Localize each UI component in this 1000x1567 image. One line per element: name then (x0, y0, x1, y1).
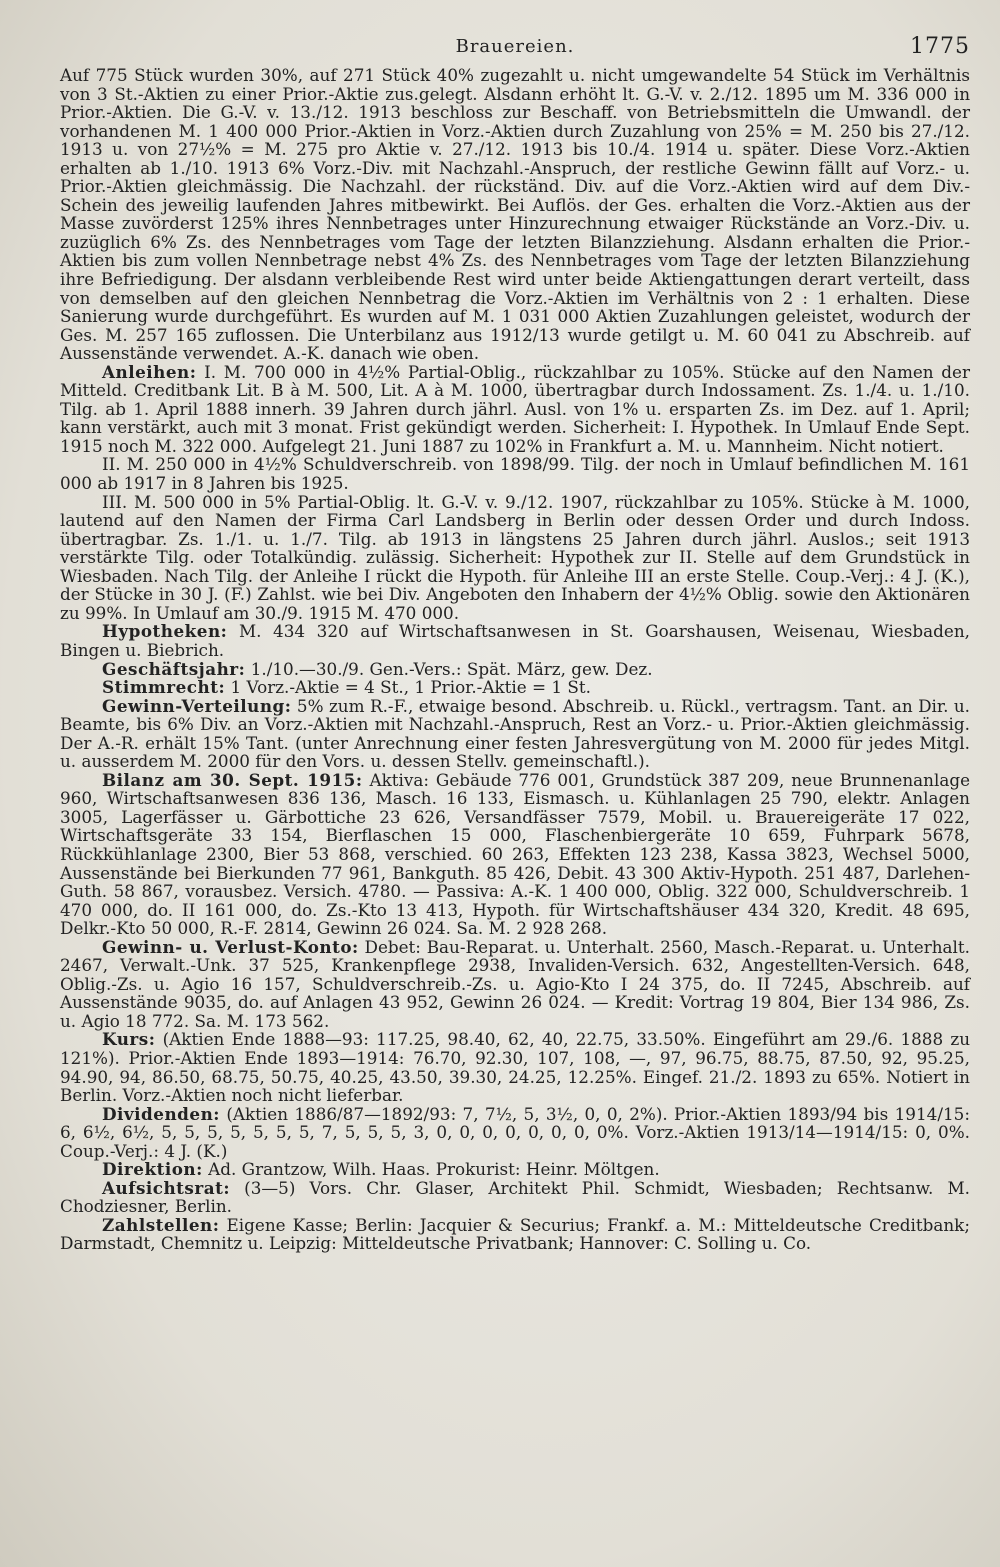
paragraph-text: I. M. 700 000 in 4½% Partial-Oblig., rückzahlbar zu 105%. Stücke auf den Namen der Mitteld. Creditbank Lit. B à M. 500, Lit. A à M. 1000, übertragbar durch Indossament. Zs. 1./4. u. 1./10. Tilg. ab 1. April 1888 innerh. 39 Jahren durch jährl. Ausl. von 1% u. ersparten Zs. im Dez. auf 1. April; kann verstärkt, auch mit 3 monat. Frist gekündigt werden. Sicherheit: I. Hypothek. In Umlauf Ende Sept. 1915 noch M. 322 000. Aufgelegt 21. Juni 1887 zu 102% in Frankfurt a. M. u. Mannheim. Nicht notiert. (60, 361, 970, 456)
paragraph-text: Ad. Grantzow, Wilh. Haas. Prokurist: Heinr. Möltgen. (208, 1159, 660, 1180)
paragraph-text: II. M. 250 000 in 4½% Schuldverschreib. von 1898/99. Tilg. der noch in Umlauf befindlichen M. 161 000 ab 1917 in 8 Jahren bis 1925. (60, 454, 970, 494)
paragraph-text: III. M. 500 000 in 5% Partial-Oblig. lt. G.-V. v. 9./12. 1907, rückzahlbar zu 105%. Stücke à M. 1000, lautend auf den Namen der Firma Carl Landsberg in Berlin oder dessen Order und durch Indoss. übertragbar. Zs. 1./1. u. 1./7. Tilg. ab 1913 in längstens 25 Jahren durch jährl. Auslos.; seit 1913 verstärkte Tilg. oder Totalkündig. zulässig. Sicherheit: Hypothek zur II. Stelle auf dem Grundstück in Wiesbaden. Nach Tilg. der Anleihe I rückt die Hypoth. für Anleihe III an erste Stelle. Coup.-Verj.: 4 J. (K.), der Stücke in 30 J. (F.) Zahlst. wie bei Div. Angeboten den Inhabern der 4½% Oblig. sowie den Aktionären zu 99%. In Umlauf am 30./9. 1915 M. 470 000. (60, 491, 970, 623)
paragraph-text: Eigene Kasse; Berlin: Jacquier & Securius; Frankf. a. M.: Mitteldeutsche Creditbank; Darmstadt, Chemnitz u. Leipzig: Mitteldeutsche Privatbank; Hannover: C. Solling u. Co. (60, 1214, 970, 1254)
paragraph-share-history (60, 66, 970, 363)
paragraph-anleihen (60, 363, 970, 456)
paragraph-gewinn-verlust-konto (60, 938, 970, 1031)
paragraph-anleihe-ii (60, 455, 970, 492)
paragraph-stimmrecht (60, 678, 970, 697)
paragraph-label: Bilanz am 30. Sept. 1915: (102, 769, 363, 790)
page-number: 1775 (910, 34, 970, 59)
running-title: Brauereien. (455, 36, 575, 57)
paragraph-kurs (60, 1030, 970, 1104)
paragraph-bilanz (60, 771, 970, 938)
paragraph-text: 1./10.—30./9. Gen.-Vers.: Spät. März, gew. Dez. (250, 658, 653, 679)
paragraph-text: 1 Vorz.-Aktie = 4 St., 1 Prior.-Aktie = 1 St. (230, 677, 591, 698)
paragraph-label: Stimmrecht: (102, 677, 226, 698)
paragraph-label: Zahlstellen: (102, 1214, 220, 1235)
paragraph-text: (Aktien 1886/87—1892/93: 7, 7½, 5, 3½, 0, 0, 2%). Prior.-Aktien 1893/94 bis 1914/15: 6, 6½, 6½, 5, 5, 5, 5, 5, 5, 5, 7, 5, 5, 5, 3, 0, 0, 0, 0, 0, 0, 0, 0%. Vorz.-Aktien 1913/14—1914/15: 0, 0%. Coup.-Verj.: 4 J. (K.) (60, 1103, 970, 1161)
paragraph-aufsichtsrat (60, 1179, 970, 1216)
paragraph-direktion (60, 1160, 970, 1179)
paragraph-text: Debet: Bau-Reparat. u. Unterhalt. 2560, Masch.-Reparat. u. Unterhalt. 2467, Verwalt.-Unk. 37 525, Krankenpflege 2938, Invaliden-Versich. 632, Angestellten-Versich. 648, Oblig.-Zs. u. Agio 16 157, Schuldverschreib.-Zs. u. Agio-Kto I 24 375, do. II 7245, Abschreib. auf Aussenstände 9035, do. auf Anlagen 43 952, Gewinn 26 024. — Kredit: Vortrag 19 804, Bier 134 986, Zs. u. Agio 18 772. Sa. M. 173 562. (60, 936, 970, 1031)
paragraph-label: Dividenden: (102, 1103, 220, 1124)
paragraph-label: Aufsichtsrat: (102, 1177, 231, 1198)
paragraph-label: Anleihen: (102, 361, 197, 382)
page-header (60, 32, 970, 66)
paragraph-text: (3—5) Vors. Chr. Glaser, Architekt Phil. Schmidt, Wiesbaden; Rechtsanw. M. Chodziesner, Berlin. (60, 1177, 970, 1217)
paragraph-hypotheken (60, 622, 970, 659)
paragraph-gewinn-verteilung (60, 697, 970, 771)
document-body (60, 66, 970, 1253)
paragraph-anleihe-iii (60, 493, 970, 623)
paragraph-text: Aktiva: Gebäude 776 001, Grundstück 387 209, neue Brunnenanlage 960, Wirtschaftsanwesen 836 136, Masch. 16 133, Eismasch. u. Kühlanlagen 25 790, elektr. Anlagen 3005, Lagerfässer u. Gärbottiche 23 626, Versandfässer 7579, Mobil. u. Brauereigeräte 17 022, Wirtschaftsgeräte 33 154, Bierflaschen 15 000, Flaschenbiergeräte 10 659, Fuhrpark 5678, Rückkühlanlage 2300, Bier 53 868, verschied. 60 263, Effekten 123 238, Kassa 3823, Wechsel 5000, Aussenstände bei Bierkunden 77 961, Bankguth. 85 426, Debit. 43 300 Aktiv-Hypoth. 251 487, Darlehen-Guth. 58 867, vorausbez. Versich. 4780. — Passiva: A.-K. 1 400 000, Oblig. 322 000, Schuldverschreib. 1 470 000, do. II 161 000, do. Zs.-Kto 13 413, Hypoth. für Wirtschaftshäuser 434 320, Kredit. 48 695, Delkr.-Kto 50 000, R.-F. 2814, Gewinn 26 024. Sa. M. 2 928 268. (60, 769, 971, 939)
paragraph-label: Gewinn- u. Verlust-Konto: (102, 936, 359, 957)
paragraph-text: M. 434 320 auf Wirtschaftsanwesen in St. Goarshausen, Weisenau, Wiesbaden, Bingen u. Biebrich. (60, 621, 970, 660)
paragraph-text: (Aktien Ende 1888—93: 117.25, 98.40, 62, 40, 22.75, 33.50%. Eingeführt am 29./6. 1888 zu 121%). Prior.-Aktien Ende 1893—1914: 76.70, 92.30, 107, 108, —, 97, 96.75, 88.75, 87.50, 92, 95.25, 94.90, 94, 86.50, 68.75, 50.75, 40.25, 43.50, 39.30, 24.25, 12.25%. Eingef. 21./2. 1893 zu 65%. Notiert in Berlin. Vorz.-Aktien noch nicht lieferbar. (60, 1029, 971, 1106)
paragraph-text: Auf 775 Stück wurden 30%, auf 271 Stück 40% zugezahlt u. nicht umgewandelte 54 Stück im Verhältnis von 3 St.-Aktien zu einer Prior.-Aktie zus.gelegt. Alsdann erhöht lt. G.-V. v. 2./12. 1895 um M. 336 000 in Prior.-Aktien. Die G.-V. v. 13./12. 1913 beschloss zur Beschaff. von Betriebsmitteln die Umwandl. der vorhandenen M. 1 400 000 Prior.-Aktien in Vorz.-Aktien durch Zuzahlung von 25% = M. 250 bis 27./12. 1913 u. von 27½% = M. 275 pro Aktie v. 27./12. 1913 bis 10./4. 1914 u. später. Diese Vorz.-Aktien erhalten ab 1./10. 1913 6% Vorz.-Div. mit Nachzahl.-Anspruch, der restliche Gewinn fällt auf Vorz.- u. Prior.-Aktien gleichmässig. Die Nachzahl. der rückständ. Div. auf die Vorz.-Aktien wird auf dem Div.-Schein des jeweilig laufenden Jahres mitbewirkt. Bei Auflös. der Ges. erhalten die Vorz.-Aktien aus der Masse zuvörderst 125% ihres Nennbetrages unter Hinzurechnung etwaiger Rückstände an Vorz.-Div. u. zuzüglich 6% Zs. des Nennbetrages vom Tage der letzten Bilanzziehung. Alsdann erhalten die Prior.-Aktien bis zum vollen Nennbetrage nebst 4% Zs. des Nennbetrages vom Tage der letzten Bilanzziehung ihre Befriedigung. Der alsdann verbleibende Rest wird unter beide Aktiengattungen derart verteilt, dass von demselben auf den gleichen Nennbetrag die Vorz.-Aktien im Verhältnis von 2 : 1 erhalten. Diese Sanierung wurde durchgeführt. Es wurden auf M. 1 031 000 Aktien Zuzahlungen geleistet, wodurch der Ges. M. 257 165 zuflossen. Die Unterbilanz aus 1912/13 wurde getilgt u. M. 60 041 zu Abschreib. auf Aussenstände verwendet. A.-K. danach wie oben. (60, 65, 970, 364)
paragraph-label: Gewinn-Verteilung: (102, 695, 292, 716)
paragraph-text: 5% zum R.-F., etwaige besond. Abschreib. u. Rückl., vertragsm. Tant. an Dir. u. Beamte, bis 6% Div. an Vorz.-Aktien mit Nachzahl.-Anspruch, Rest an Vorz.- u. Prior.-Aktien gleichmässig. Der A.-R. erhält 15% Tant. (unter Anrechnung einer festen Jahresvergütung von M. 2000 für jedes Mitgl. u. ausserdem M. 2000 für den Vors. u. dessen Stellv. gemeinschaftl.). (60, 695, 971, 772)
paragraph-label: Kurs: (102, 1029, 156, 1050)
paragraph-geschaeftsjahr (60, 660, 970, 679)
paragraph-label: Hypotheken: (102, 621, 228, 642)
paragraph-zahlstellen (60, 1216, 970, 1253)
paragraph-label: Direktion: (102, 1159, 203, 1180)
paragraph-dividenden (60, 1105, 970, 1161)
paragraph-label: Geschäftsjahr: (102, 658, 246, 679)
